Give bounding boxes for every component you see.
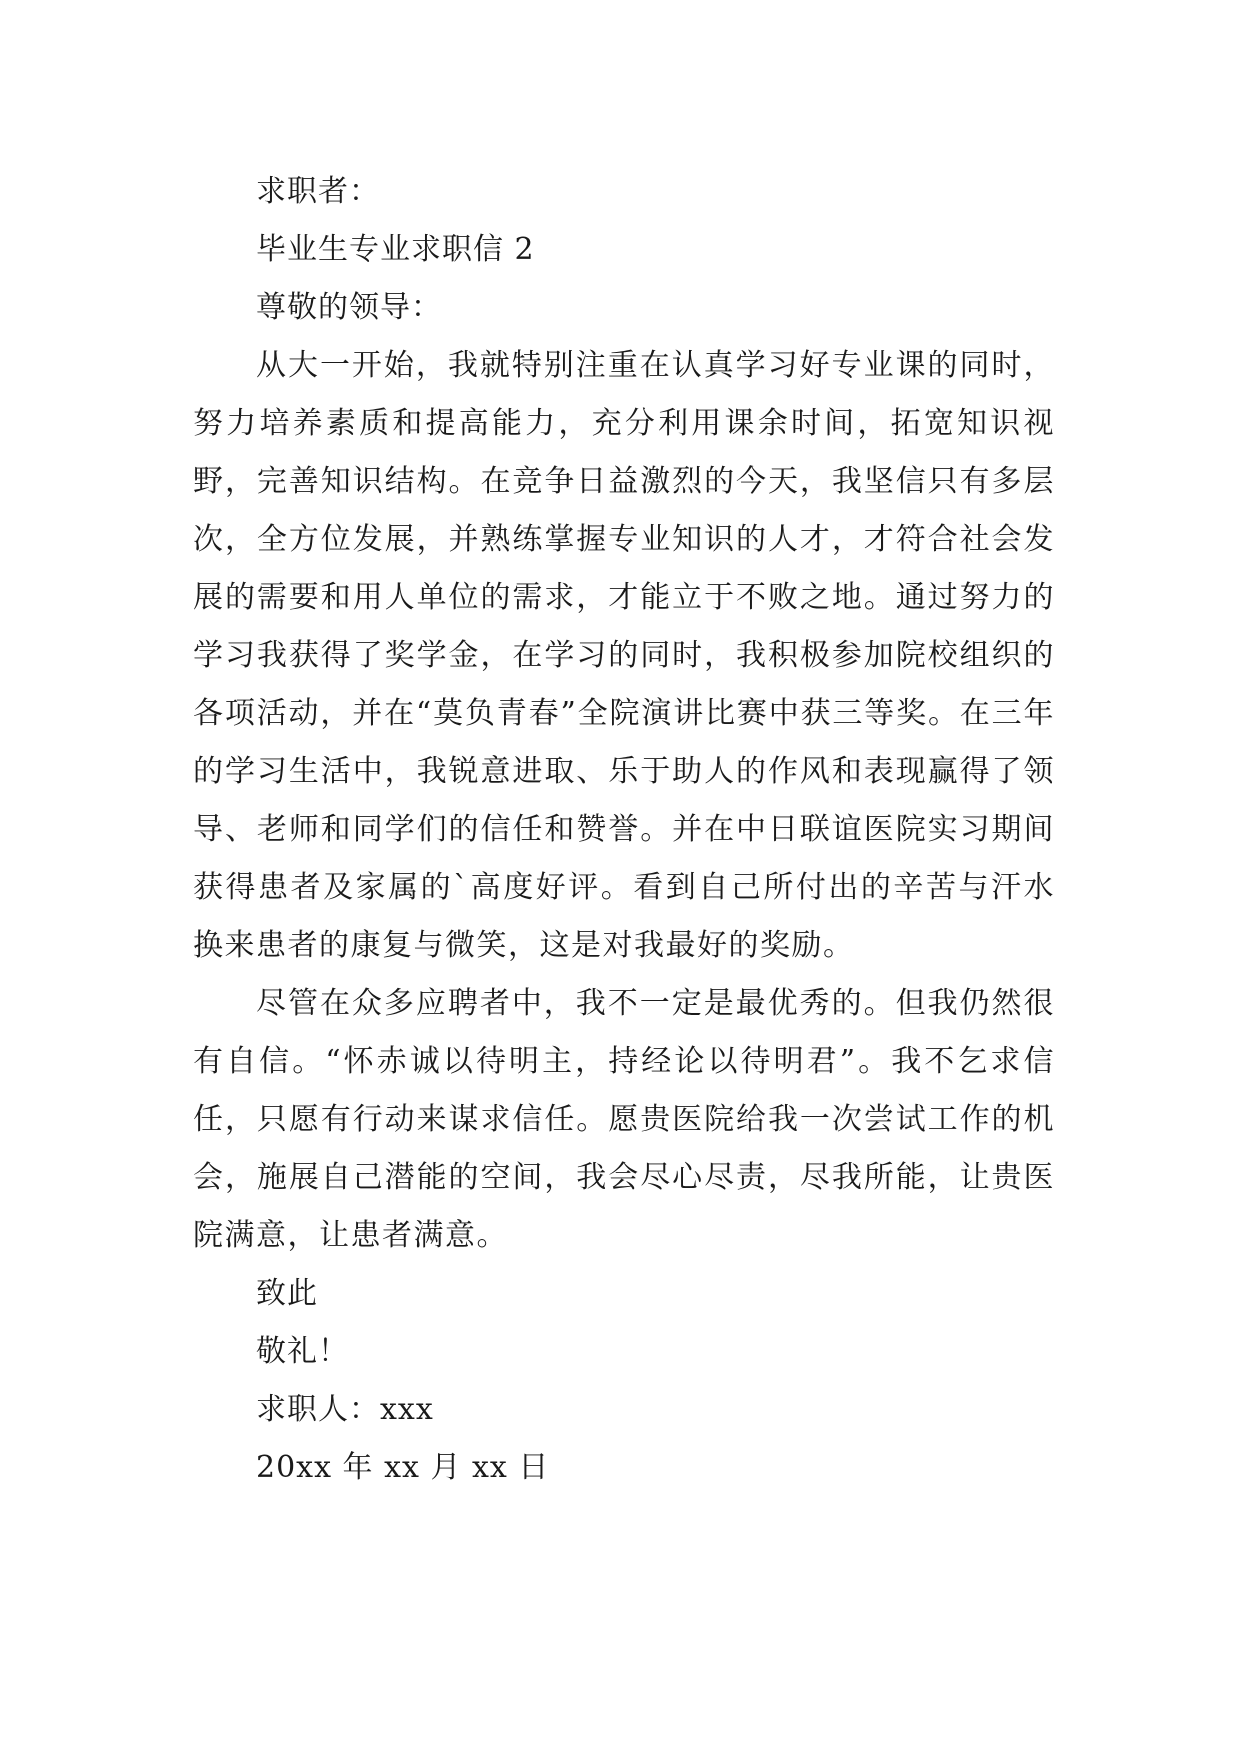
- letter-body: [193, 163, 1055, 1497]
- body-paragraph-1: 从大一开始，我就特别注重在认真学习好专业课的同时，努力培养素质和提高能力，充分利用课余时间，拓宽知识视野，完善知识结构。在竞争日益激烈的今天，我坚信只有多层次，全方位发展，并熟练掌握专业知识的人才，才符合社会发展的需要和用人单位的需求，才能立于不败之地。通过努力的学习我获得了奖学金，在学习的同时，我积极参加院校组织的各项活动，并在“莫负青春”全院演讲比赛中获三等奖。在三年的学习生活中，我锐意进取、乐于助人的作风和表现赢得了领导、老师和同学们的信任和赞誉。并在中日联谊医院实习期间获得患者及家属的`高度好评。看到自己所付出的辛苦与汗水换来患者的康复与微笑，这是对我最好的奖励。: [193, 348, 1055, 963]
- body-paragraph-2: 尽管在众多应聘者中，我不一定是最优秀的。但我仍然很有自信。“怀赤诚以待明主，持经论以待明君”。我不乞求信任，只愿有行动来谋求信任。愿贵医院给我一次尝试工作的机会，施展自己潜能的空间，我会尽心尽责，尽我所能，让贵医院满意，让患者满意。: [193, 986, 1055, 1253]
- applicant-label: 求职者：: [256, 174, 380, 209]
- date: 20xx 年 xx 月 xx 日: [256, 1450, 550, 1485]
- salutation: 尊敬的领导：: [256, 290, 442, 325]
- signature: 求职人：xxx: [256, 1392, 434, 1427]
- closing: 致此: [256, 1276, 318, 1311]
- letter-title: 毕业生专业求职信 2: [256, 232, 535, 267]
- regards: 敬礼！: [256, 1334, 349, 1369]
